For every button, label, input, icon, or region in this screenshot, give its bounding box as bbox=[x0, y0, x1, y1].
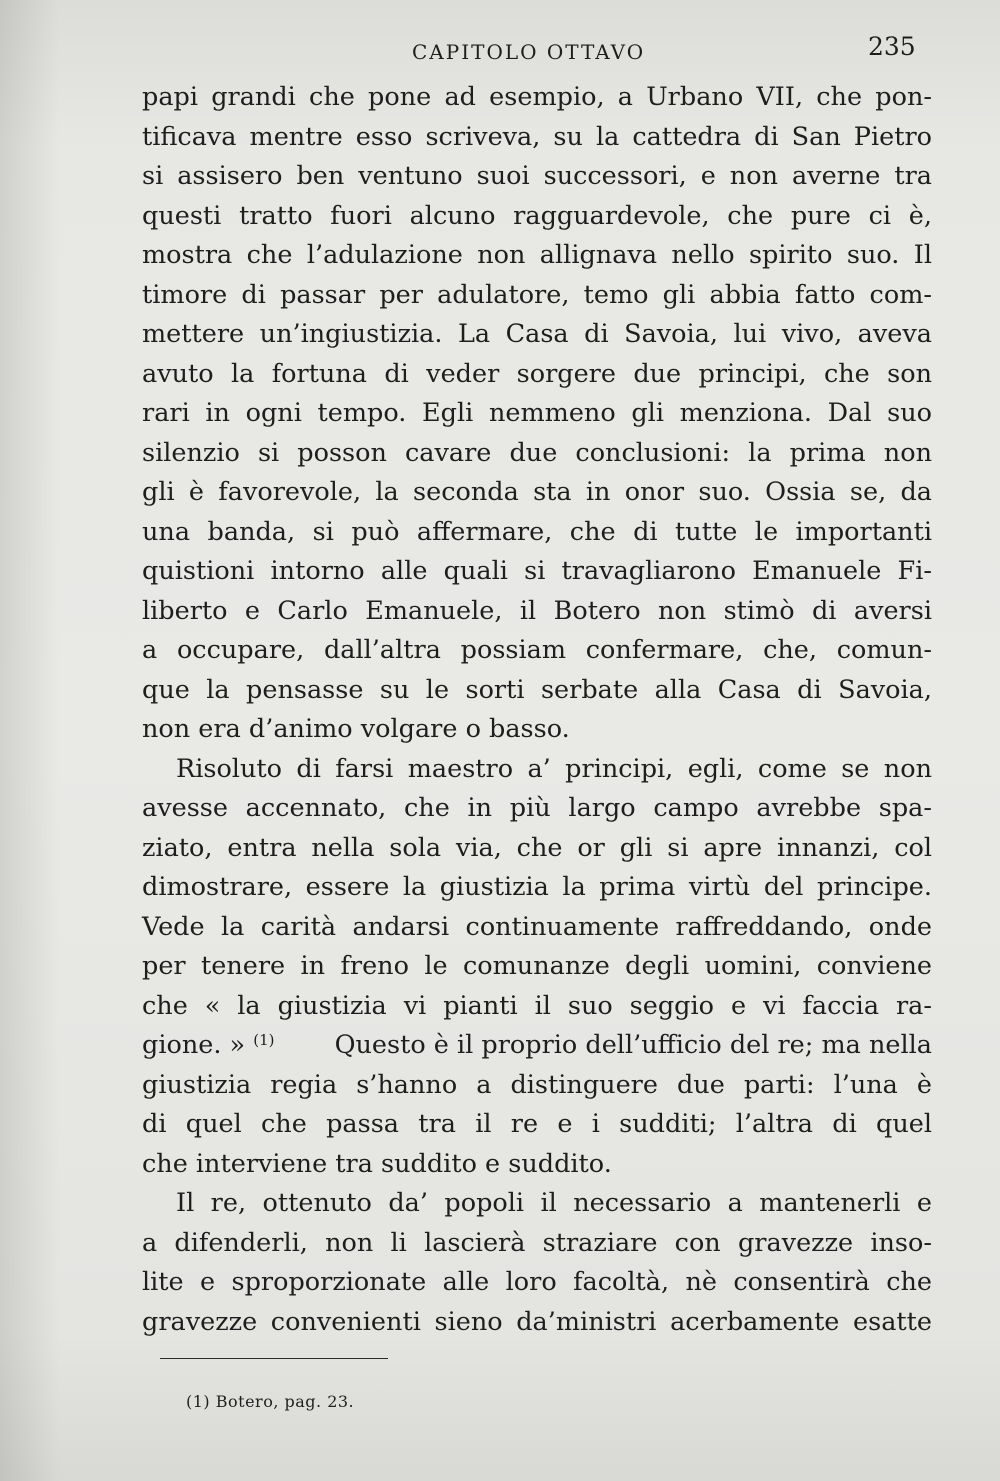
text-line: Risoluto di farsi maestro a’ principi, egli, come se non bbox=[176, 753, 932, 784]
text-line bbox=[142, 1026, 932, 1066]
text-line: lite e sproporzionate alle loro facoltà, nè consentirà che bbox=[142, 1267, 932, 1297]
footnote-rule bbox=[160, 1358, 388, 1359]
text-line: mostra che l’adulazione non allignava nello spirito suo. Il bbox=[142, 240, 932, 270]
text-line: que la pensasse su le sorti serbate alla Casa di Savoia, bbox=[142, 674, 932, 705]
footnote: (1) Botero, pag. 23. bbox=[186, 1392, 355, 1411]
text-line: a occupare, dall’altra possiam confermare, che, comun- bbox=[142, 635, 932, 665]
text-line: per tenere in freno le comunanze degli uomini, conviene bbox=[142, 951, 932, 981]
text-line: timore di passar per adulatore, temo gli abbia fatto com- bbox=[142, 279, 932, 310]
text-line: rari in ogni tempo. Egli nemmeno gli menziona. Dal suo bbox=[142, 398, 932, 428]
text-line: di quel che passa tra il re e i sudditi; l’altra di quel bbox=[142, 1109, 932, 1139]
text-line: gravezze convenienti sieno da’ministri acerbamente esatte bbox=[142, 1306, 932, 1337]
text-line: avesse accennato, che in più largo campo avrebbe spa- bbox=[142, 793, 932, 823]
text-line: a difenderli, non li lascierà straziare con gravezze inso- bbox=[142, 1227, 932, 1258]
text-line: si assisero ben ventuno suoi successori, e non averne tra bbox=[142, 161, 932, 191]
text-line: Vede la carità andarsi continuamente raffreddando, onde bbox=[142, 911, 932, 942]
text-line: non era d’animo volgare o basso. bbox=[142, 714, 570, 744]
text-line: che « la giustizia vi pianti il suo seggio e vi faccia ra- bbox=[142, 990, 932, 1021]
text-line: una banda, si può affermare, che di tutte le importanti bbox=[142, 516, 932, 547]
footnote-marker: (1) bbox=[253, 1031, 275, 1049]
text-line: Il re, ottenuto da’ popoli il necessario a mantenerli e bbox=[176, 1188, 932, 1218]
text-line-end: Questo è il proprio dell’ufficio del re; ma nella bbox=[334, 1030, 932, 1060]
text-line: gli è favorevole, la seconda sta in onor suo. Ossia se, da bbox=[142, 477, 932, 507]
text-line: giustizia regia s’hanno a distinguere due parti: l’una è bbox=[142, 1069, 932, 1100]
text-line: ziato, entra nella sola via, che or gli si apre innanzi, col bbox=[142, 832, 932, 863]
text-line: liberto e Carlo Emanuele, il Botero non stimò di aversi bbox=[142, 595, 932, 626]
text-line: questi tratto fuori alcuno ragguardevole, che pure ci è, bbox=[142, 200, 932, 231]
text-line-start: gione. » $^{(1)}$ bbox=[142, 1030, 275, 1060]
text-line: mettere un’ingiustizia. La Casa di Savoia, lui vivo, aveva bbox=[142, 319, 932, 349]
text-line: dimostrare, essere la giustizia la prima virtù del principe. bbox=[142, 872, 932, 902]
page-number: 235 bbox=[868, 32, 916, 61]
text-line: papi grandi che pone ad esempio, a Urbano VII, che pon- bbox=[142, 82, 932, 112]
text-line: avuto la fortuna di veder sorgere due principi, che son bbox=[142, 358, 932, 389]
page-edge-shadow bbox=[0, 0, 60, 1481]
text-line: quistioni intorno alle quali si travagliarono Emanuele Fi- bbox=[142, 556, 932, 586]
text-line: tificava mentre esso scriveva, su la cattedra di San Pietro bbox=[142, 121, 932, 152]
running-head: CAPITOLO OTTAVO bbox=[412, 40, 646, 64]
text-line: silenzio si posson cavare due conclusioni: la prima non bbox=[142, 437, 932, 468]
body-text bbox=[142, 78, 932, 1342]
text-line: che interviene tra suddito e suddito. bbox=[142, 1148, 612, 1179]
